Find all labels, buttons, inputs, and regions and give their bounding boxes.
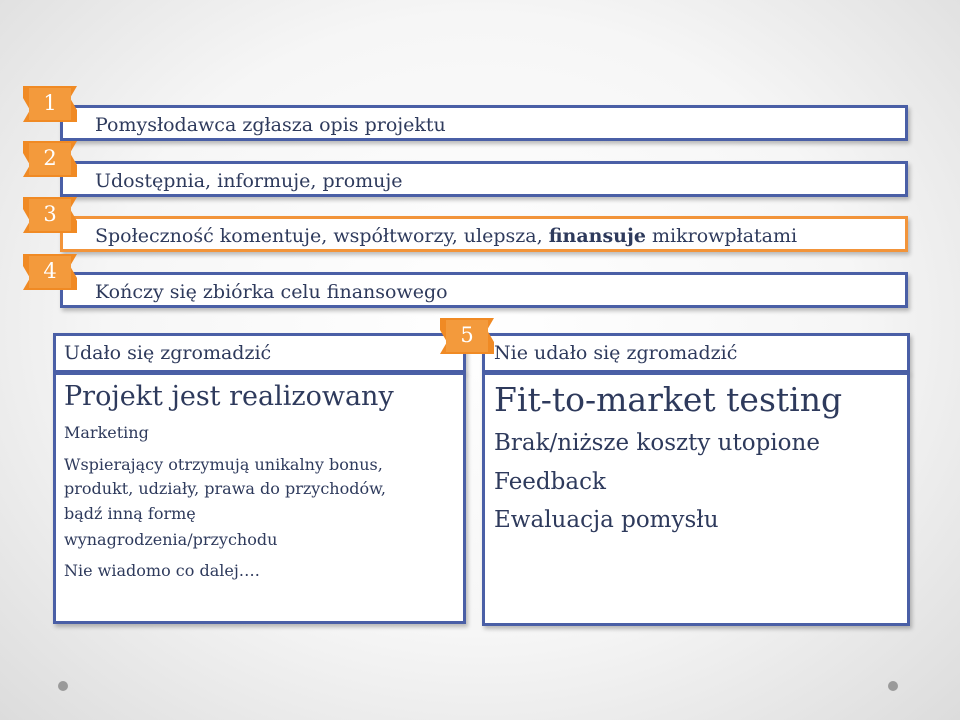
step-1-badge — [23, 84, 77, 122]
failure-item-2: Feedback — [494, 469, 606, 495]
failure-title: Fit-to-market testing — [494, 380, 843, 419]
failure-item-1: Brak/niższe koszty utopione — [494, 430, 820, 456]
step-2-text: Udostępnia, informuje, promuje — [95, 170, 403, 192]
step-3-text — [95, 224, 797, 248]
step-3-text-end: mikrowpłatami — [652, 225, 798, 247]
step-2-number: 2 — [43, 146, 57, 170]
step-4-badge — [23, 252, 77, 290]
step-5-number: 5 — [460, 323, 474, 347]
step-1-number: 1 — [43, 91, 57, 115]
decor-dot-right — [888, 681, 898, 691]
decor-dot-left — [58, 681, 68, 691]
success-line-5: wynagrodzenia/przychodu — [64, 530, 278, 549]
step-3-number: 3 — [43, 202, 57, 226]
step-3-text-start: Społeczność komentuje, współtworzy, ulepsza, — [95, 225, 543, 247]
success-line-4: bądź inną formę — [64, 504, 196, 523]
step-1-text: Pomysłodawca zgłasza opis projektu — [95, 114, 446, 136]
step-5-badge — [440, 316, 494, 354]
step-2-badge — [23, 139, 77, 177]
failure-item-3: Ewaluacja pomysłu — [494, 507, 719, 533]
step-3-badge — [23, 195, 77, 233]
failure-heading: Nie udało się zgromadzić — [494, 342, 738, 364]
success-line-3: produkt, udziały, prawa do przychodów, — [64, 479, 386, 498]
step-4-text: Kończy się zbiórka celu finansowego — [95, 281, 448, 303]
success-title: Projekt jest realizowany — [64, 381, 394, 412]
success-line-2: Wspierający otrzymują unikalny bonus, — [64, 455, 383, 474]
success-heading: Udało się zgromadzić — [64, 342, 272, 364]
success-line-6: Nie wiadomo co dalej…. — [64, 561, 260, 580]
step-4-number: 4 — [43, 259, 57, 283]
step-3-text-bold: finansuje — [548, 225, 646, 247]
success-line-1: Marketing — [64, 423, 149, 442]
